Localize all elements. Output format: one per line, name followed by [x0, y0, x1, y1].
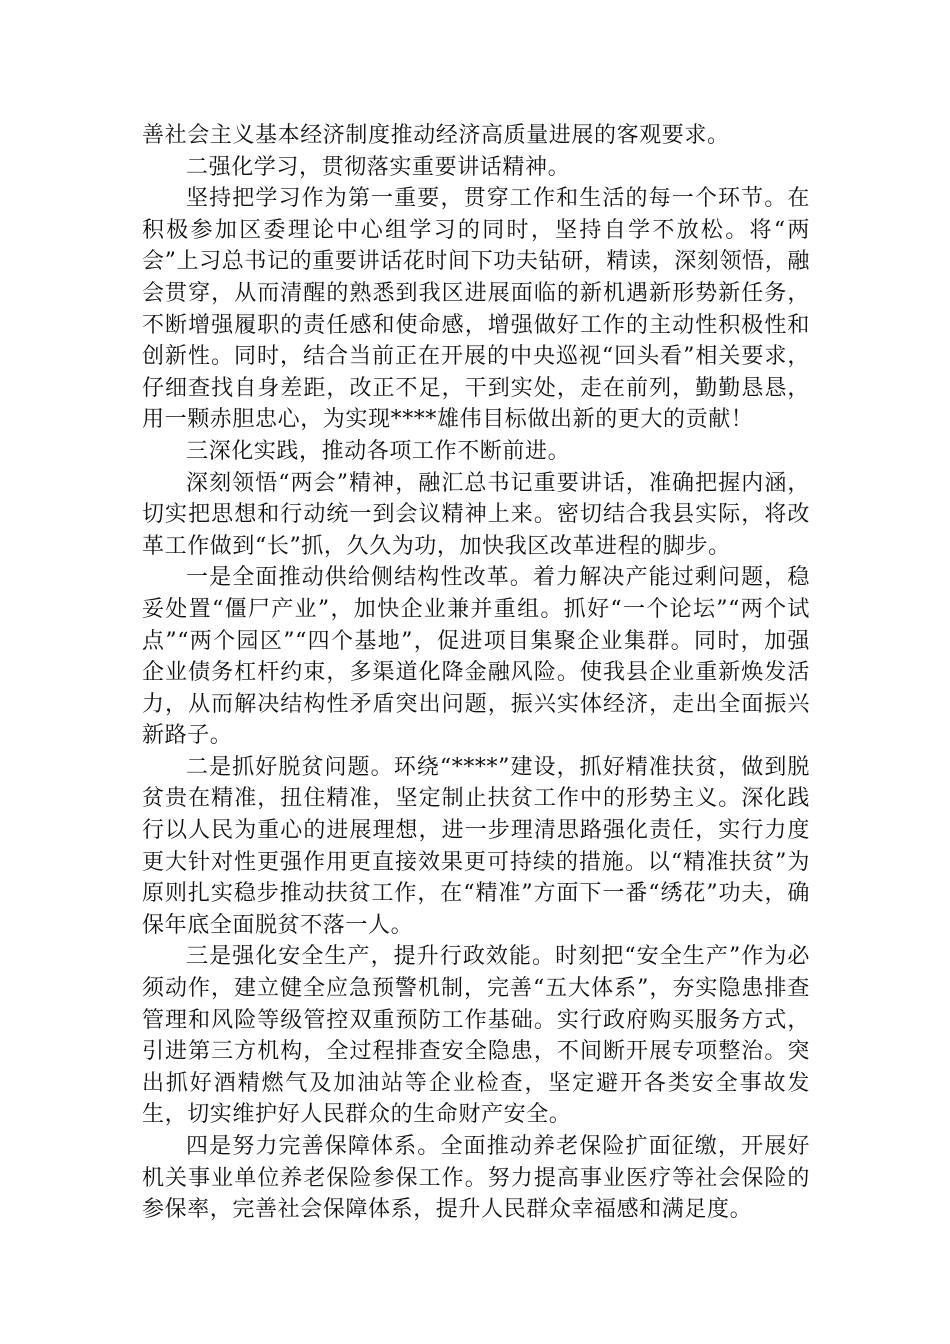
paragraph-study: 坚持把学习作为第一重要，贯穿工作和生活的每一个环节。在积极参加区委理论中心组学习的同时，坚持自学不放松。将“两会”上习总书记的重要讲话花时间下功夫钻研，精读，深刻领悟，融会贯穿，从而清醒的熟悉到我区进展面临的新机遇新形势新任务，不断增强履职的责任感和使命感，增强做好工作的主动性积极性和创新性。同时，结合当前正在开展的中央巡视“回头看”相关要求，仔细查找自身差距，改正不足，干到实处，走在前列，勤勤恳恳，用一颗赤胆忠心，为实现****雄伟目标做出新的更大的贡献！	[142, 186, 810, 433]
paragraph-poverty-alleviation: 二是抓好脱贫问题。环绕“****”建设，抓好精准扶贫，做到脱贫贵在精准，扭住精准，坚定制止扶贫工作中的形势主义。深化践行以人民为重心的进展理想，进一步理清思路强化责任，实行力度更大针对性更强作用更直接效果更可持续的措施。以“精准扶贫”为原则扎实稳步推动扶贫工作，在“精准”方面下一番“绣花”功夫，确保年底全面脱贫不落一人。	[142, 754, 810, 938]
paragraph-continuation: 善社会主义基本经济制度推动经济高质量进展的客观要求。	[142, 123, 730, 148]
paragraph-safety-production: 三是强化安全生产，提升行政效能。时刻把“安全生产”作为必须动作，建立健全应急预警机制，完善“五大体系”，夯实隐患排查管理和风险等级管控双重预防工作基础。实行政府购买服务方式，引进第三方机构，全过程排查安全隐患，不间断开展专项整治。突出抓好酒精燃气及加油站等企业检查，坚定避开各类安全事故发生，切实维护好人民群众的生命财产安全。	[142, 944, 810, 1128]
section-heading-3: 三深化实践，推动各项工作不断前进。	[186, 438, 571, 464]
section-heading-2: 二强化学习，贯彻落实重要讲话精神。	[186, 154, 571, 180]
paragraph-social-security: 四是努力完善保障体系。全面推动养老保险扩面征缴，开展好机关事业单位养老保险参保工作。努力提高事业医疗等社会保险的参保率，完善社会保障体系，提升人民群众幸福感和满足度。	[142, 1134, 810, 1223]
paragraph-supply-side-reform: 一是全面推动供给侧结构性改革。着力解决产能过剩问题，稳妥处置“僵尸产业”，加快企业兼并重组。抓好“一个论坛”“两个试点”“两个园区”“四个基地”，促进项目集聚企业集群。同时，加强企业债务杠杆约束，多渠道化降金融风险。使我县企业重新焕发活力，从而解决结构性矛盾突出问题，振兴实体经济，走出全面振兴新路子。	[142, 565, 810, 749]
document-body	[142, 120, 810, 1226]
paragraph-practice: 深刻领悟“两会”精神，融汇总书记重要讲话，准确把握内涵，切实把思想和行动统一到会议精神上来。密切结合我县实际，将改革工作做到“长”抓，久久为功，加快我区改革进程的脚步。	[142, 470, 810, 559]
